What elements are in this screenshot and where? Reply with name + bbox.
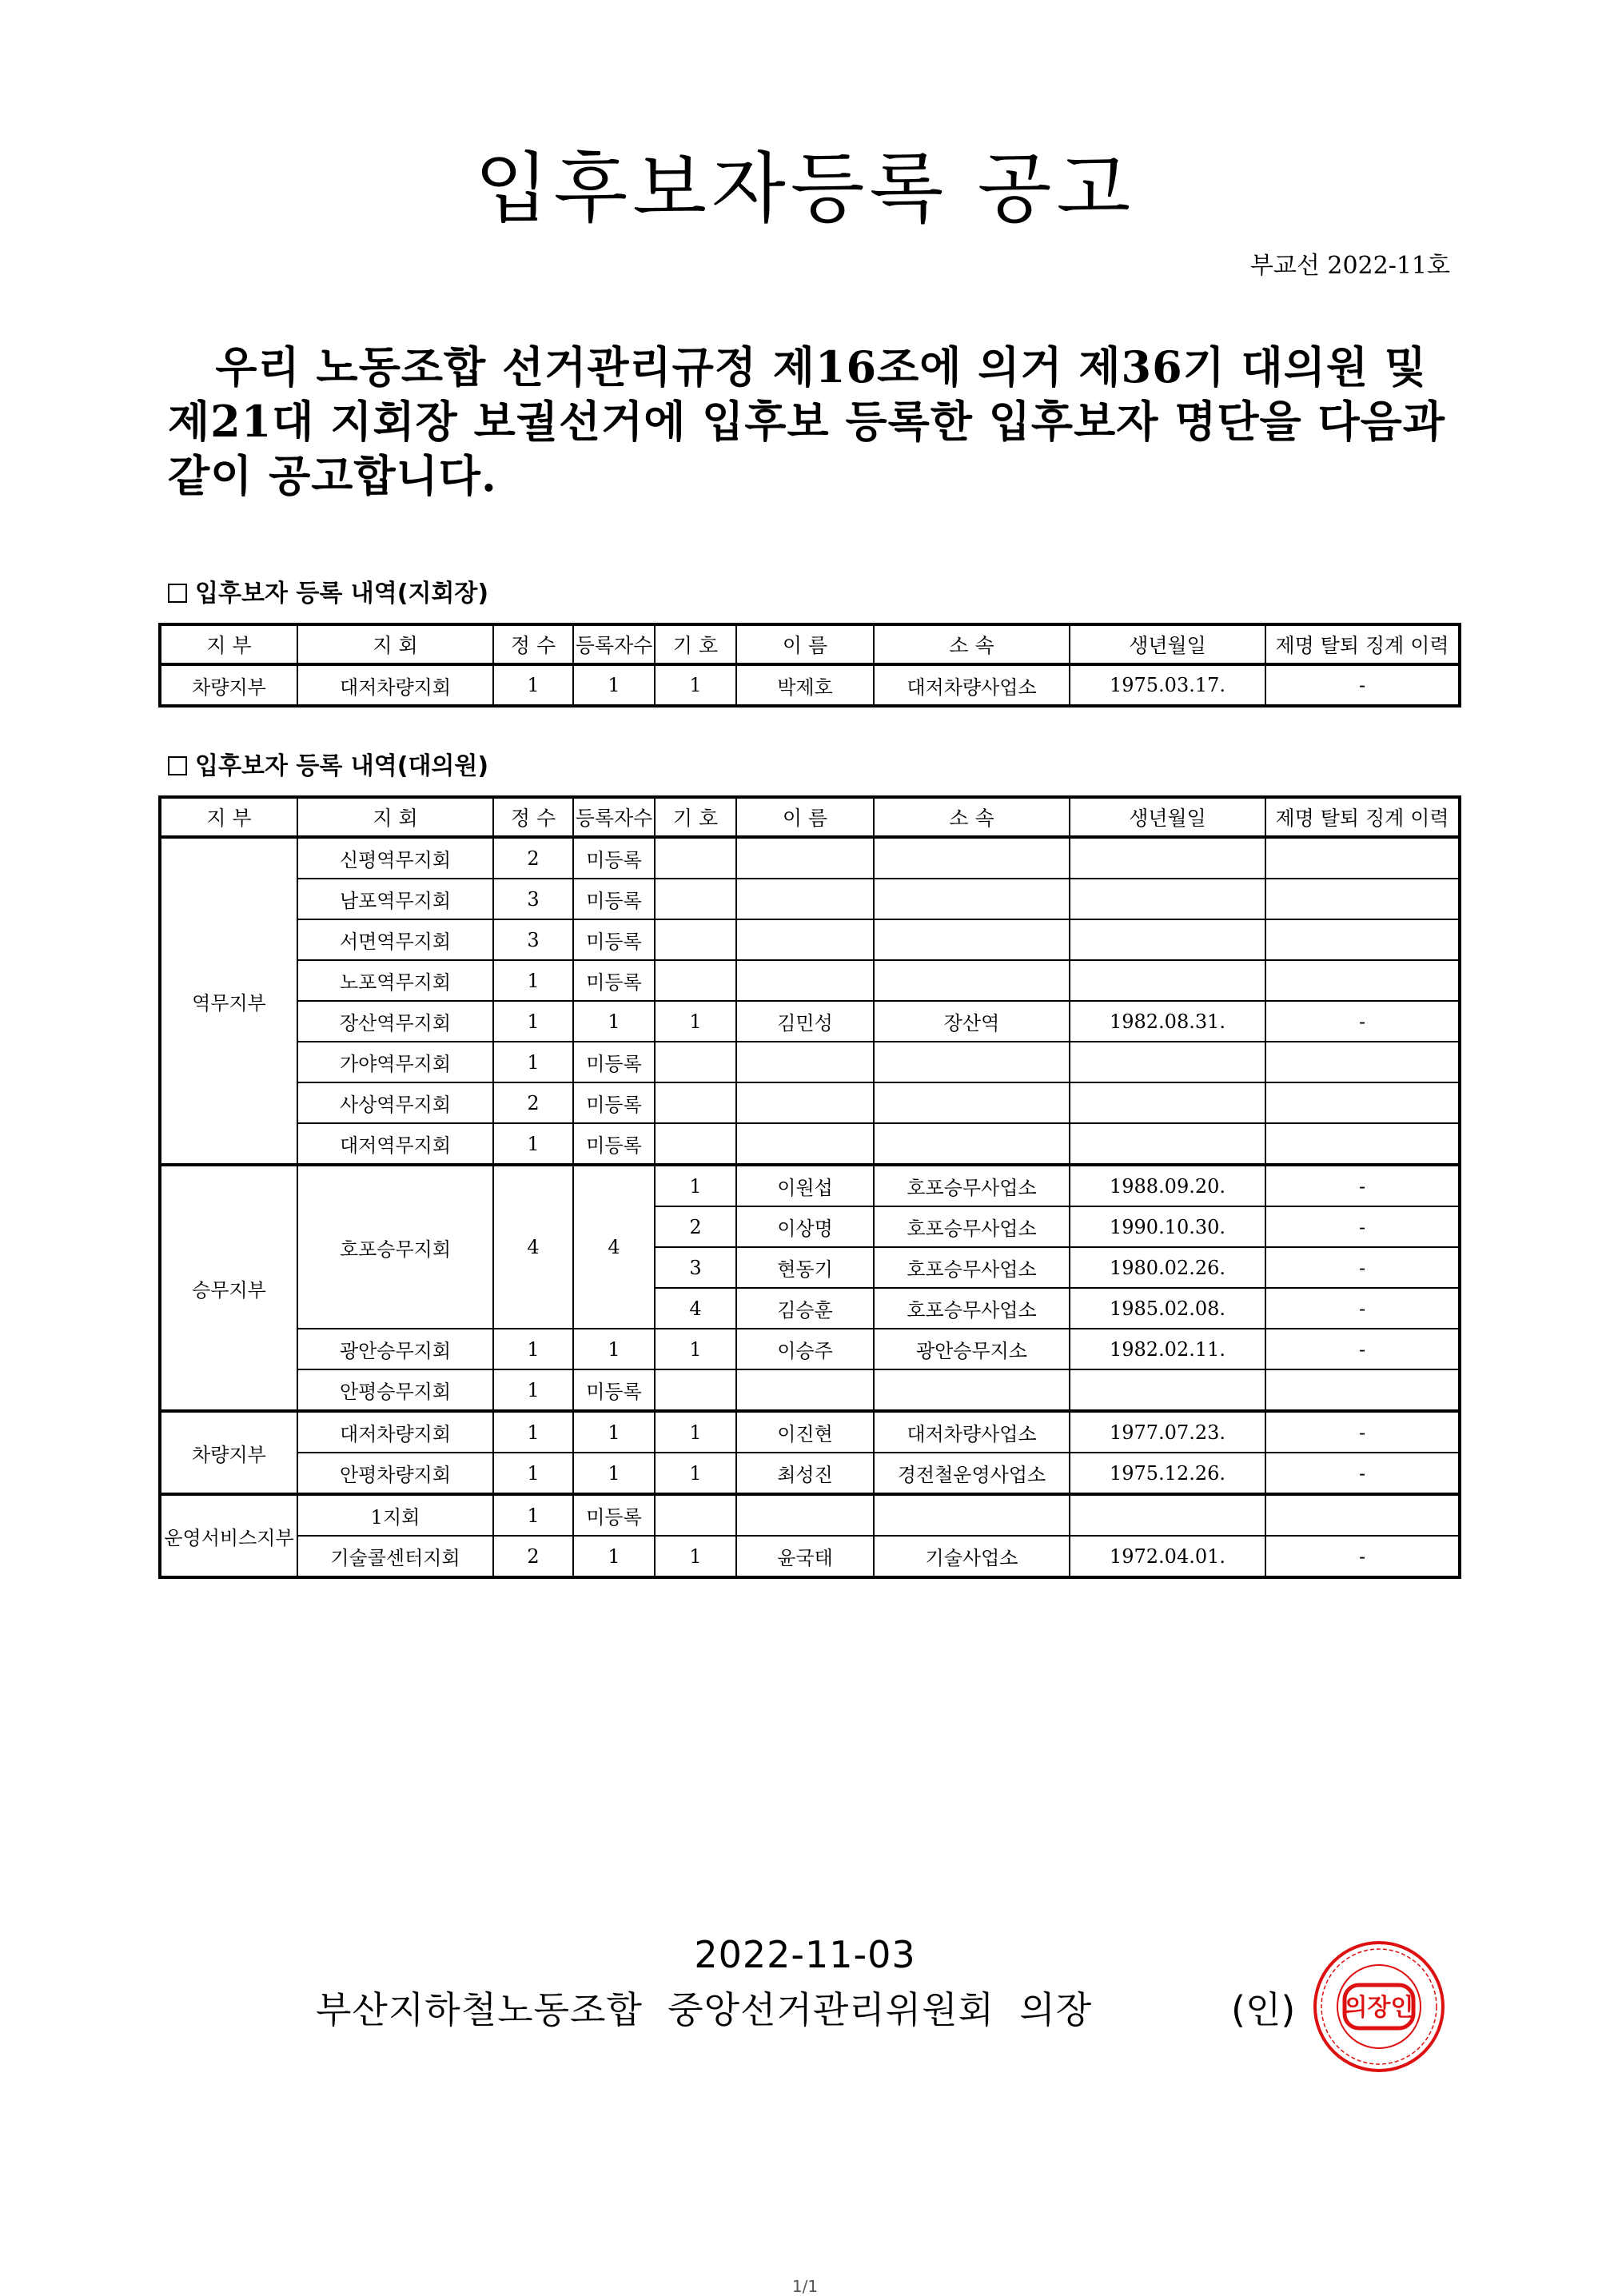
cell-name: 이진현 [736, 1411, 874, 1453]
cell-birthdate: 1975.12.26. [1070, 1453, 1265, 1494]
section-title: 입후보자 등록 내역(대의원) [195, 752, 489, 780]
intro-paragraph [168, 340, 1447, 503]
cell-empty [874, 1082, 1070, 1123]
cell-empty [1070, 1042, 1265, 1082]
page-number: 1/1 [791, 2277, 819, 2296]
cell-empty [1265, 960, 1460, 1001]
cell-name: 최성진 [736, 1453, 874, 1494]
cell-empty [1265, 1042, 1460, 1082]
cell-birthdate: 1980.02.26. [1070, 1247, 1265, 1288]
header-cell: 소 속 [874, 624, 1070, 664]
table-header-row [160, 797, 1460, 837]
cell-registered: 1 [573, 1411, 655, 1453]
table-row [160, 1001, 1460, 1042]
checkbox-square-icon [168, 584, 187, 603]
cell-empty [655, 1123, 736, 1165]
cell-empty [1070, 879, 1265, 919]
cell-branch: 역무지부 [160, 837, 297, 1165]
table-row [160, 919, 1460, 960]
cell-birthdate: 1972.04.01. [1070, 1536, 1265, 1577]
cell-affiliation: 경전철운영사업소 [874, 1453, 1070, 1494]
cell-number: 3 [655, 1247, 736, 1288]
intro-text: 우리 노동조합 선거관리규정 제16조에 의거 제36기 대의원 및 제21대 지회장 보궐선거에 입후보 등록한 입후보자 명단을 다음과 같이 공고합니다. [168, 341, 1446, 501]
cell-empty [736, 919, 874, 960]
cell-quota: 3 [493, 919, 573, 960]
cell-empty [736, 879, 874, 919]
header-cell: 이 름 [736, 624, 874, 664]
cell-empty [1265, 919, 1460, 960]
header-cell: 제명 탈퇴 징계 이력 [1265, 624, 1460, 664]
official-seal [1311, 1939, 1447, 2075]
cell-history: - [1265, 1329, 1460, 1369]
cell-history: - [1265, 1411, 1460, 1453]
cell-registered: 미등록 [573, 1082, 655, 1123]
cell-birthdate: 1982.08.31. [1070, 1001, 1265, 1042]
seal-label: (인) [1231, 1988, 1296, 2031]
cell-birthdate: 1982.02.11. [1070, 1329, 1265, 1369]
cell-birthdate: 1975.03.17. [1070, 664, 1265, 706]
table-row [160, 1369, 1460, 1411]
cell-chapter: 안평차량지회 [297, 1453, 493, 1494]
cell-empty [1070, 960, 1265, 1001]
cell-empty [655, 919, 736, 960]
cell-empty [1070, 1082, 1265, 1123]
cell-branch: 차량지부 [160, 1411, 297, 1494]
cell-quota: 2 [493, 837, 573, 879]
cell-quota: 1 [493, 1369, 573, 1411]
cell-empty [736, 960, 874, 1001]
cell-empty [874, 879, 1070, 919]
cell-chapter: 대저차량지회 [297, 1411, 493, 1453]
cell-number: 2 [655, 1206, 736, 1247]
table-row [160, 1165, 1460, 1206]
cell-affiliation: 기술사업소 [874, 1536, 1070, 1577]
cell-birthdate: 1977.07.23. [1070, 1411, 1265, 1453]
cell-chapter: 장산역무지회 [297, 1001, 493, 1042]
table-row [160, 1494, 1460, 1536]
cell-history: - [1265, 1453, 1460, 1494]
header-cell: 등록자수 [573, 797, 655, 837]
cell-registered: 1 [573, 1329, 655, 1369]
cell-empty [874, 1494, 1070, 1536]
cell-empty [655, 960, 736, 1001]
cell-name: 박제호 [736, 664, 874, 706]
cell-number: 1 [655, 664, 736, 706]
cell-history: - [1265, 1001, 1460, 1042]
cell-empty [655, 1082, 736, 1123]
seal-text: 의장인 [1344, 1994, 1414, 2022]
cell-registered: 1 [573, 664, 655, 706]
cell-empty [736, 1123, 874, 1165]
cell-empty [874, 919, 1070, 960]
cell-number: 1 [655, 1411, 736, 1453]
cell-empty [1265, 1082, 1460, 1123]
cell-name: 윤국태 [736, 1536, 874, 1577]
cell-empty [1070, 1494, 1265, 1536]
cell-empty [1265, 1123, 1460, 1165]
cell-registered: 미등록 [573, 960, 655, 1001]
page-title: 입후보자등록 공고 [474, 144, 1136, 233]
table-row [160, 960, 1460, 1001]
cell-quota: 1 [493, 1123, 573, 1165]
cell-quota: 2 [493, 1536, 573, 1577]
cell-empty [874, 1042, 1070, 1082]
table-row [160, 1123, 1460, 1165]
cell-empty [874, 960, 1070, 1001]
cell-registered: 1 [573, 1001, 655, 1042]
cell-empty [655, 837, 736, 879]
cell-quota: 1 [493, 1001, 573, 1042]
cell-empty [655, 1369, 736, 1411]
cell-history: - [1265, 1247, 1460, 1288]
header-cell: 정 수 [493, 797, 573, 837]
cell-number: 1 [655, 1536, 736, 1577]
cell-branch: 차량지부 [160, 664, 297, 706]
header-cell: 제명 탈퇴 징계 이력 [1265, 797, 1460, 837]
cell-history: - [1265, 1165, 1460, 1206]
cell-affiliation: 대저차량사업소 [874, 1411, 1070, 1453]
table-row [160, 1329, 1460, 1369]
cell-empty [1070, 1369, 1265, 1411]
cell-registered: 1 [573, 1453, 655, 1494]
cell-quota: 1 [493, 1494, 573, 1536]
cell-empty [655, 1042, 736, 1082]
header-cell: 이 름 [736, 797, 874, 837]
cell-number: 1 [655, 1453, 736, 1494]
header-cell: 등록자수 [573, 624, 655, 664]
table-row [160, 664, 1460, 706]
cell-chapter: 기술콜센터지회 [297, 1536, 493, 1577]
cell-name: 이원섭 [736, 1165, 874, 1206]
cell-number: 1 [655, 1165, 736, 1206]
cell-empty [1265, 1494, 1460, 1536]
cell-quota: 1 [493, 1453, 573, 1494]
table-row [160, 837, 1460, 879]
cell-registered: 미등록 [573, 1369, 655, 1411]
cell-empty [655, 879, 736, 919]
cell-number: 4 [655, 1288, 736, 1329]
cell-history: - [1265, 1536, 1460, 1577]
cell-birthdate: 1990.10.30. [1070, 1206, 1265, 1247]
cell-registered: 4 [573, 1165, 655, 1329]
table-header-row [160, 624, 1460, 664]
cell-chapter: 호포승무지회 [297, 1165, 493, 1329]
cell-chapter: 서면역무지회 [297, 919, 493, 960]
cell-empty [1265, 879, 1460, 919]
cell-empty [736, 837, 874, 879]
cell-registered: 1 [573, 1536, 655, 1577]
cell-chapter: 사상역무지회 [297, 1082, 493, 1123]
cell-name: 현동기 [736, 1247, 874, 1288]
header-cell: 지 부 [160, 624, 297, 664]
cell-registered: 미등록 [573, 837, 655, 879]
header-cell: 지 회 [297, 624, 493, 664]
section-heading-chairperson [168, 573, 488, 608]
cell-quota: 3 [493, 879, 573, 919]
section-heading-delegates [168, 746, 488, 781]
cell-registered: 미등록 [573, 919, 655, 960]
table-row [160, 1082, 1460, 1123]
cell-chapter: 대저역무지회 [297, 1123, 493, 1165]
cell-registered: 미등록 [573, 1494, 655, 1536]
cell-quota: 1 [493, 960, 573, 1001]
cell-quota: 2 [493, 1082, 573, 1123]
cell-number: 1 [655, 1329, 736, 1369]
cell-empty [1070, 1123, 1265, 1165]
cell-registered: 미등록 [573, 879, 655, 919]
cell-registered: 미등록 [573, 1123, 655, 1165]
cell-chapter: 남포역무지회 [297, 879, 493, 919]
cell-empty [736, 1369, 874, 1411]
cell-affiliation: 대저차량사업소 [874, 664, 1070, 706]
cell-chapter: 가야역무지회 [297, 1042, 493, 1082]
cell-history: - [1265, 664, 1460, 706]
header-cell: 지 부 [160, 797, 297, 837]
cell-empty [1265, 837, 1460, 879]
header-cell: 지 회 [297, 797, 493, 837]
cell-birthdate: 1988.09.20. [1070, 1165, 1265, 1206]
cell-quota: 1 [493, 1411, 573, 1453]
cell-name: 이승주 [736, 1329, 874, 1369]
cell-registered: 미등록 [573, 1042, 655, 1082]
signer-name: 부산지하철노동조합 중앙선거관리위원회 의장 [316, 1988, 1093, 2031]
cell-name: 김민성 [736, 1001, 874, 1042]
cell-chapter: 광안승무지회 [297, 1329, 493, 1369]
cell-quota: 1 [493, 1042, 573, 1082]
cell-birthdate: 1985.02.08. [1070, 1288, 1265, 1329]
cell-chapter: 대저차량지회 [297, 664, 493, 706]
checkbox-square-icon [168, 756, 187, 775]
cell-quota: 1 [493, 664, 573, 706]
cell-empty [1070, 837, 1265, 879]
cell-affiliation: 장산역 [874, 1001, 1070, 1042]
cell-chapter: 1지회 [297, 1494, 493, 1536]
header-cell: 기 호 [655, 797, 736, 837]
cell-chapter: 노포역무지회 [297, 960, 493, 1001]
cell-affiliation: 호포승무사업소 [874, 1288, 1070, 1329]
cell-branch: 승무지부 [160, 1165, 297, 1411]
cell-empty [1070, 919, 1265, 960]
cell-name: 김승훈 [736, 1288, 874, 1329]
cell-quota: 4 [493, 1165, 573, 1329]
cell-chapter: 신평역무지회 [297, 837, 493, 879]
issue-date: 2022-11-03 [694, 1933, 916, 1976]
cell-affiliation: 호포승무사업소 [874, 1206, 1070, 1247]
cell-empty [874, 1123, 1070, 1165]
document-number: 부교선 2022-11호 [1249, 252, 1450, 280]
cell-empty [874, 837, 1070, 879]
header-cell: 소 속 [874, 797, 1070, 837]
cell-empty [655, 1494, 736, 1536]
table-row [160, 879, 1460, 919]
cell-chapter: 안평승무지회 [297, 1369, 493, 1411]
cell-empty [736, 1042, 874, 1082]
cell-affiliation: 호포승무사업소 [874, 1247, 1070, 1288]
cell-empty [736, 1082, 874, 1123]
cell-empty [1265, 1369, 1460, 1411]
candidate-table-delegates [158, 795, 1461, 1579]
cell-history: - [1265, 1288, 1460, 1329]
header-cell: 생년월일 [1070, 624, 1265, 664]
cell-empty [736, 1494, 874, 1536]
cell-number: 1 [655, 1001, 736, 1042]
candidate-table-chairperson [158, 623, 1461, 708]
table-row [160, 1453, 1460, 1494]
cell-affiliation: 호포승무사업소 [874, 1165, 1070, 1206]
cell-quota: 1 [493, 1329, 573, 1369]
cell-empty [874, 1369, 1070, 1411]
cell-history: - [1265, 1206, 1460, 1247]
table-row [160, 1042, 1460, 1082]
cell-affiliation: 광안승무지소 [874, 1329, 1070, 1369]
header-cell: 기 호 [655, 624, 736, 664]
table-row [160, 1411, 1460, 1453]
header-cell: 정 수 [493, 624, 573, 664]
section-title: 입후보자 등록 내역(지회장) [195, 580, 489, 608]
table-row [160, 1536, 1460, 1577]
header-cell: 생년월일 [1070, 797, 1265, 837]
cell-name: 이상명 [736, 1206, 874, 1247]
cell-branch: 운영서비스지부 [160, 1494, 297, 1577]
